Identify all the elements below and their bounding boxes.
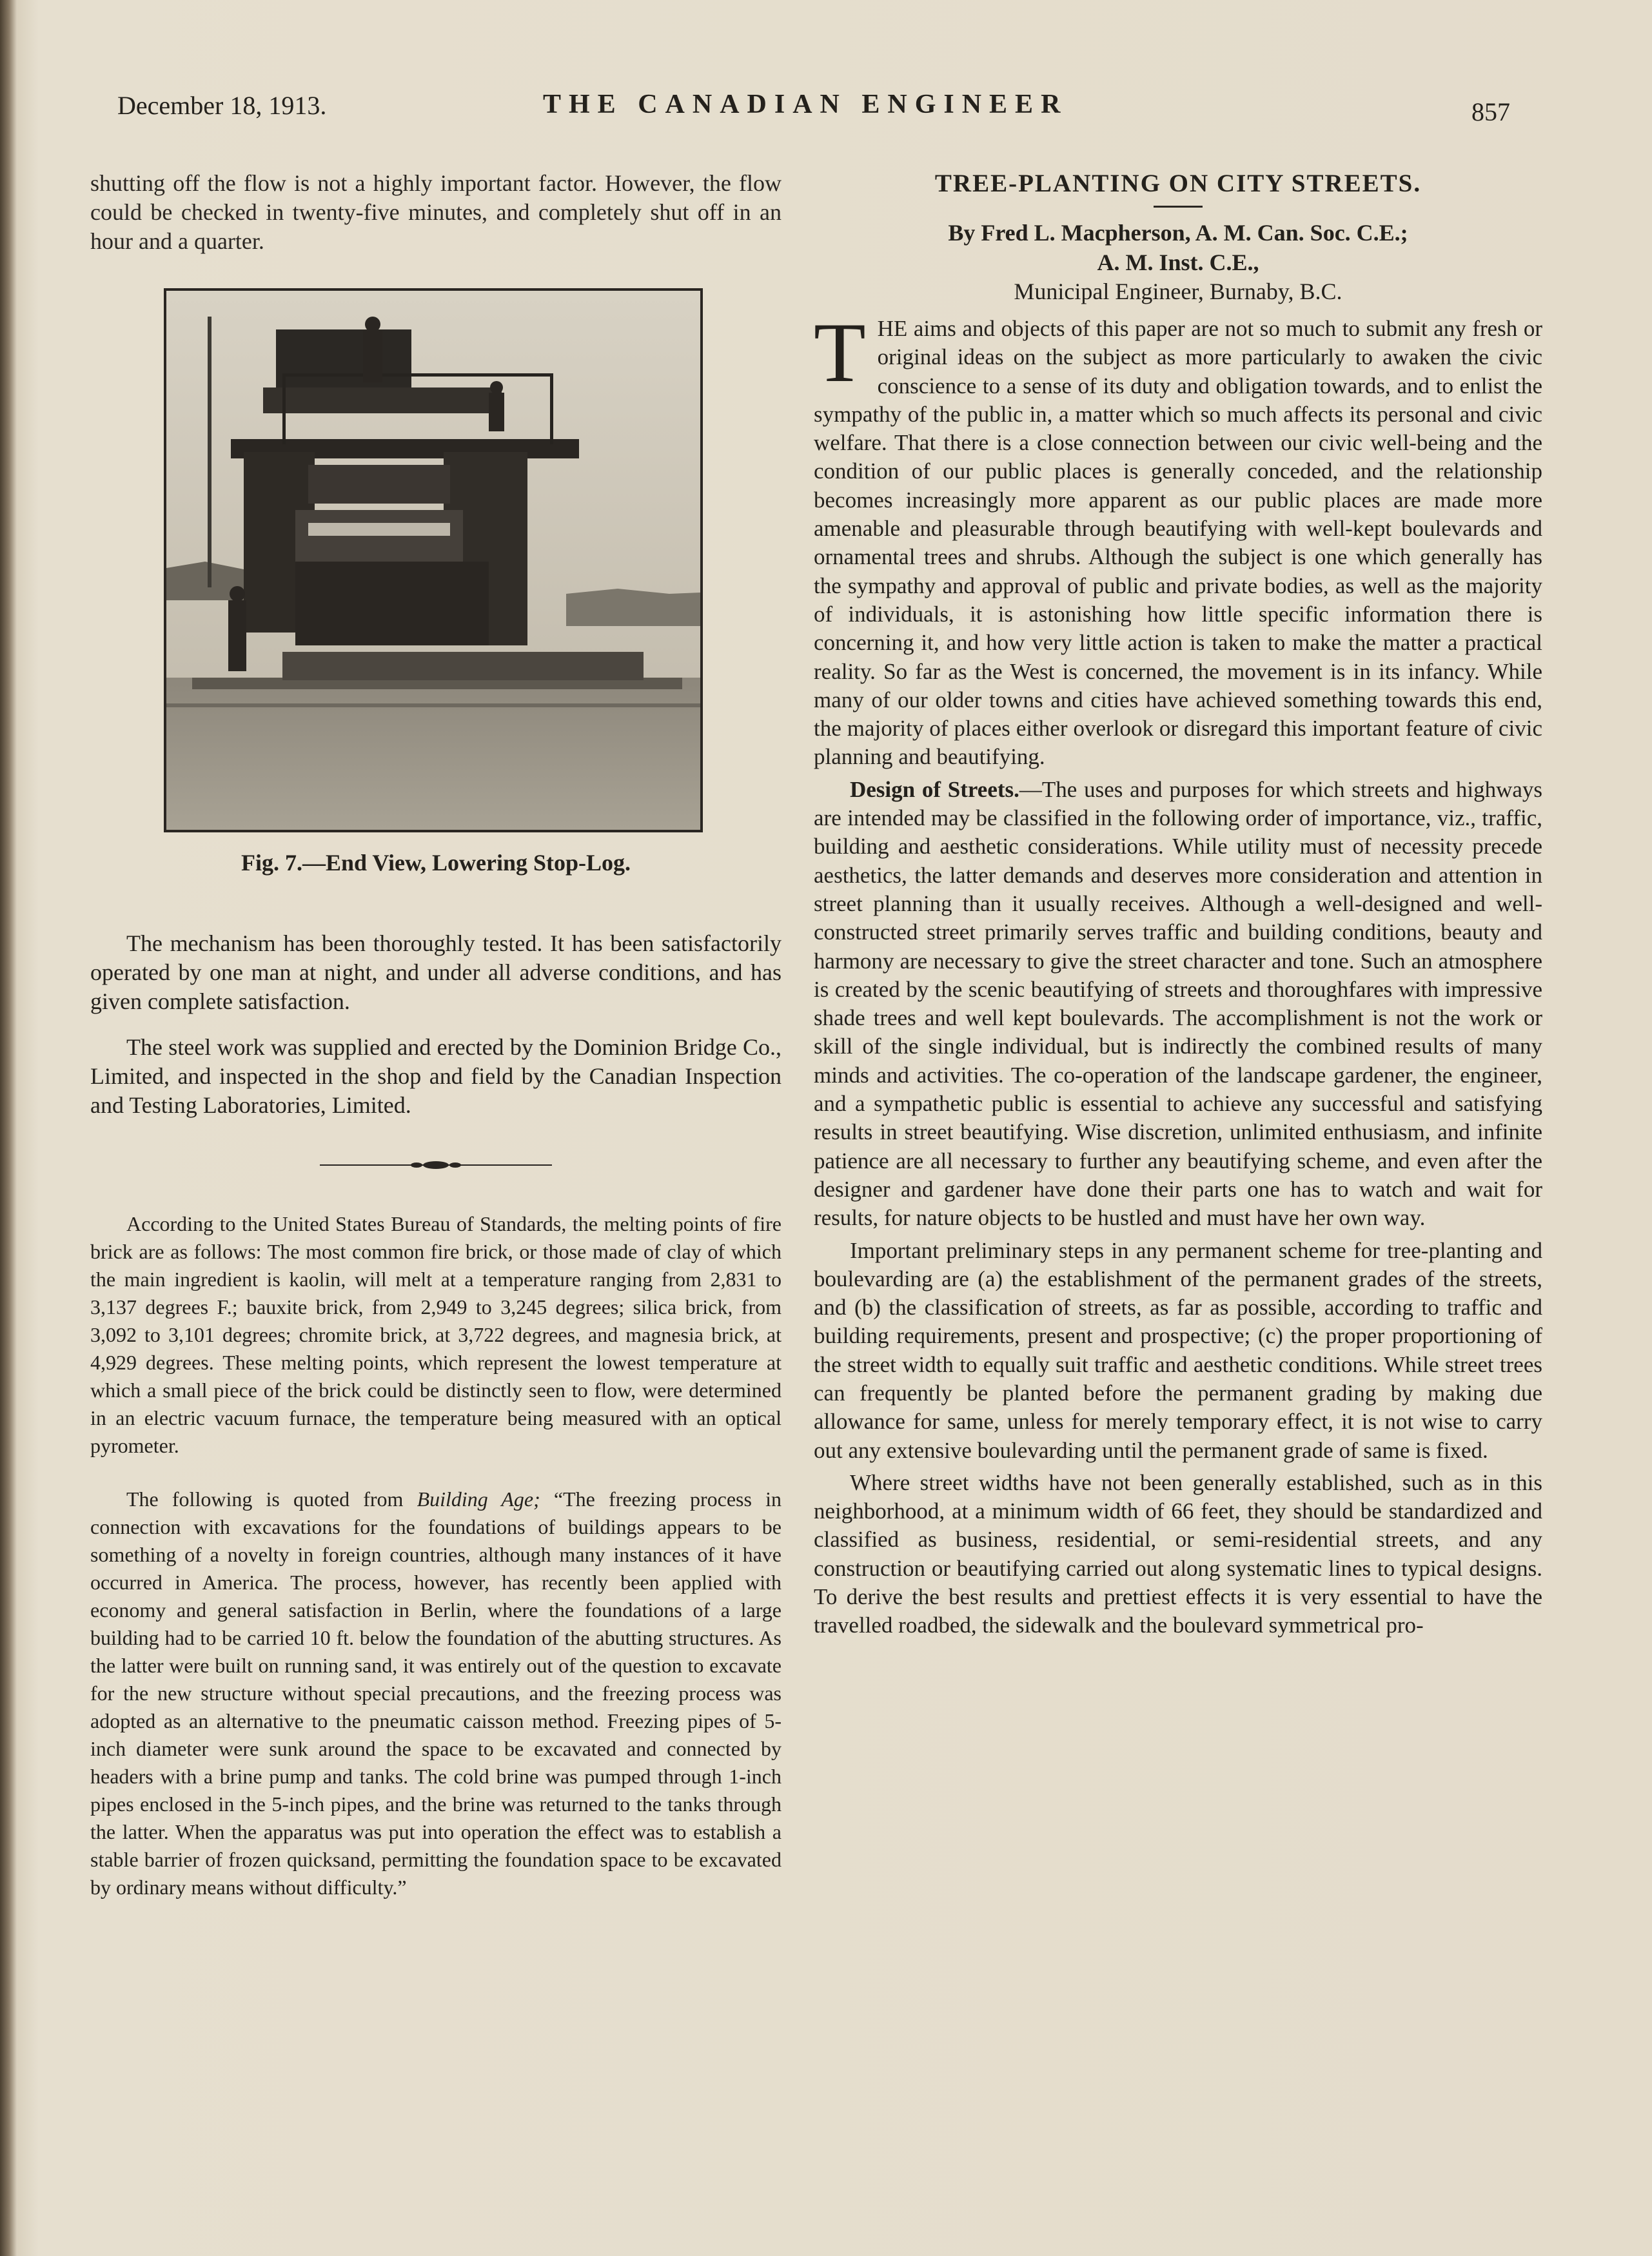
byline-credentials: A. M. Inst. C.E., [1097, 250, 1259, 275]
freezing-lead-text: The following is quoted from [126, 1487, 417, 1511]
figure-caption: Fig. 7.—End View, Lowering Stop-Log. [241, 850, 631, 876]
subheading-design-of-streets: Design of Streets. [850, 776, 1019, 802]
paragraph-freezing-process [90, 1486, 782, 1901]
stop-log-machine-photo [166, 291, 700, 830]
byline: By Fred L. Macpherson, A. M. Can. Soc. C.E.; [948, 220, 1408, 246]
paragraph-intro [814, 305, 1542, 772]
freezing-quote-text: “The freezing process in connection with excavations for the foundations of buildings appears to be something of a novelty in foreign countries, although many instances of it have occurred in America. The process, however, has recently been applied with economy and general satisfaction in Berlin, where the foundations of a large building had to be carried 10 ft. below the foundation of the abutting structures. As the latter were built on running sand, it was entirely out of the question to excavate for the new structure without special precautions, and the freezing process was adopted as an alternative to the pneumatic caisson method. Freezing pipes of 5-inch diameter were sunk around the space to be excavated and connected by headers with a brine pump and tanks. The cold brine was pumped through 1-inch pipes enclosed in the 5-inch pipes, and the brine was returned to the tanks through the latter. When the apparatus was put into operation the effect was to establish a stable barrier of frozen quicksand, permitting the foundation space to be excavated by ordinary means without difficulty.” [90, 1487, 782, 1899]
drop-cap: T [814, 305, 866, 400]
issue-date: December 18, 1913. [117, 91, 327, 120]
right-column [814, 169, 1542, 1640]
title-rule [1154, 206, 1203, 208]
article-body [814, 305, 1542, 1640]
author-role: Municipal Engineer, Burnaby, B.C. [1014, 279, 1342, 304]
article-end-paragraphs [90, 929, 782, 1120]
paragraph-mechanism: The mechanism has been thoroughly tested. It has been satisfactorily operated by one man at night, and under all adverse conditions, and has given complete satisfaction. [90, 930, 782, 1014]
journal-title: THE CANADIAN ENGINEER [543, 90, 1068, 119]
running-header [117, 90, 1510, 135]
ornamental-divider [320, 1159, 552, 1172]
article-title: TREE-PLANTING ON CITY STREETS. [934, 170, 1422, 197]
paragraph-fire-brick: According to the United States Bureau of Standards, the melting points of fire brick are as follows: The most common fire brick, or those made of clay of which the main ingredient is kaolin, will melt at a temperature ranging from 2,831 to 3,137 degrees F.; bauxite brick, from 2,949 to 3,245 degrees; silica brick, from 3,092 to 3,101 degrees; chromite brick, at 3,722 degrees, and magnesia brick, at 4,929 degrees. These melting points, which represent the lowest temperature at which a small piece of the brick could be distinctly seen to flow, were determined in an electric vacuum furnace, the temperature being measured with an optical pyrometer. [90, 1212, 782, 1457]
fire-brick-note [90, 1210, 782, 1901]
paragraph-street-widths: Where street widths have not been generally established, such as in this neighborhood, at a minimum width of 66 feet, they should be standardized and classified as business, residential, or semi-residential streets, and any construction or beautifying carried out along systematic lines to typical designs. To derive the best results and prettiest effects it is very essential to have the travelled roadbed, the sidewalk and the boulevard symmetrical pro- [814, 1469, 1542, 1638]
paragraph-preliminary-steps: Important preliminary steps in any permanent scheme for tree-planting and boulevarding are (a) the establishment of the permanent grades of the streets, and (b) the classification of streets, as far as possible, according to traffic and building requirements, present and prospective; (c) the proper proportioning of the street width to equally suit traffic and aesthetic conditions. While street trees can frequently be planted before the permanent grading by making due allowance for same, unless for merely temporary effect, it is not wise to carry out any extensive boulevarding until the permanent grade of same is fixed. [814, 1237, 1542, 1463]
figure-photo [164, 288, 703, 832]
page-number: 857 [1471, 97, 1510, 126]
quoted-source: Building Age; [417, 1487, 540, 1511]
paragraph-design-of-streets [814, 776, 1542, 1233]
paragraph-steel-work: The steel work was supplied and erected by the Dominion Bridge Co., Limited, and inspected in the shop and field by the Canadian Inspection and Testing Laboratories, Limited. [90, 1034, 782, 1118]
paragraph-design-text: —The uses and purposes for which streets and highways are intended may be classified in the following order of importance, viz., traffic, building and aesthetic considerations. While utility must of necessity precede aesthetics, the latter demands and deserves more consideration and attention in street planning than it usually receives. Although a well-designed and well-constructed street primarily serves traffic and building conditions, beauty and harmony are necessary to give the street character and tone. Such an atmosphere is created by the scenic beautifying of streets and thoroughfares with impressive shade trees and well kept boulevards. The accomplishment is not the work or skill of the single individual, but is indirectly the combined results of many minds and activities. The co-operation of the landscape gardener, the engineer, and a sympathetic public is essential to achieve any successful and satisfying results in street beautifying. Wise discretion, unlimited enthusiasm, and infinite patience are all necessary to further any beautifying scheme, and even after the designer and gardener have done their parts one has to watch and wait for results, for nature objects to be hustled and must have her own way. [814, 776, 1542, 1231]
continued-paragraph: shutting off the flow is not a highly important factor. However, the flow could be checked in twenty-five minutes, and completely shut off in an hour and a quarter. [90, 170, 782, 254]
paragraph-intro-text: HE aims and objects of this paper are not so much to submit any fresh or original ideas on the subject as more particularly to awaken the civic conscience to a sense of its duty and obligation towards, and to enlist the sympathy of the public in, a matter which so much affects its personal and civic welfare. That there is a close connection between our civic well-being and the condition of our public places is generally conceded, and the relationship becomes increasingly more apparent as our public places are made more amenable and pleasurable through beautifying with well-kept boulevards and ornamental trees and shrubs. Although the subject is one which generally has the sympathy and approval of public and private bodies, as well as the majority of individuals, it is astonishing how little specific information there is concerning it, and how very little action is taken to make the matter a practical reality. So far as the West is concerned, the movement is in its infancy. While many of our older towns and cities have achieved something towards this end, the majority of places either overlook or disregard this important feature of civic planning and beautifying. [814, 316, 1542, 770]
left-column [90, 169, 782, 1901]
